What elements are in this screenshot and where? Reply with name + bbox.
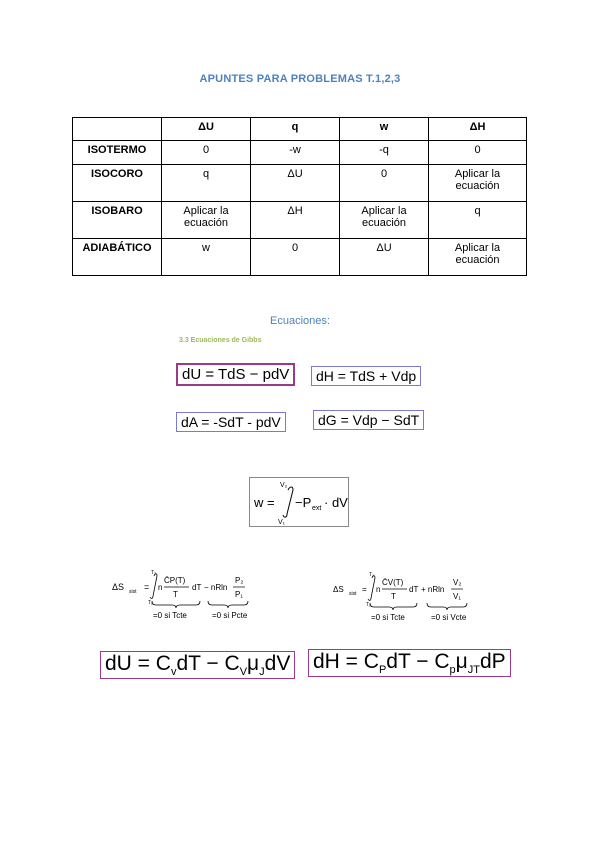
work-equation-graphic [250,478,348,526]
row-label: ISOTERMO [73,141,162,165]
entropy-lhs: ΔS [112,582,125,592]
entropy-note2: =0 si Vcte [431,613,467,622]
table-row [73,165,527,202]
du-sub-b: V [239,666,248,679]
underbrace [152,601,200,608]
table-cell: q [429,202,527,239]
entropy-frac2-num: V₂ [453,578,462,587]
entropy-upper: T₂ [151,570,156,576]
dh-part-c: μ [455,650,468,673]
row-label: ISOBARO [73,202,162,239]
dh-part-d: dP [480,650,506,673]
entropy-num: C̄V(T) [382,578,404,587]
header-cell-w: w [340,118,429,141]
entropy-lower: T₁ [148,600,153,606]
entropy-term2: − nRln [204,583,228,592]
gibbs-heading: 3.3 Ecuaciones de Gibbs [179,337,262,344]
table-cell: 0 [251,239,340,276]
work-equation [249,477,349,527]
entropy-note2: =0 si Pcte [212,611,248,620]
document-title: APUNTES PARA PROBLEMAS T.1,2,3 [199,73,401,85]
table-cell: 0 [162,141,251,165]
work-lhs: w = [254,495,275,510]
dh-part-a: dH = C [313,650,379,673]
gibbs-equation-dh: dH = TdS + Vdp [311,366,421,386]
work-upper-limit: V₂ [280,482,288,489]
underbrace [427,603,467,610]
dh-sub-b: p [449,664,456,677]
table-cell: ΔH [251,202,340,239]
underbrace [370,603,417,610]
entropy-lhs-sub: sist [349,591,357,597]
gibbs-equation-dg: dG = Vdp − SdT [313,410,424,430]
du-part-b: dT − C [176,652,240,675]
table-cell: -w [251,141,340,165]
entropy-dt: dT [409,585,419,594]
row-label: ADIABÁTICO [73,239,162,276]
table-cell: -q [340,141,429,165]
dh-sub-a: P [378,664,387,677]
table-cell: Aplicar la ecuación [340,202,429,239]
entropy-equation-volume [333,570,508,625]
table-cell: Aplicar la ecuación [162,202,251,239]
table-cell: 0 [340,165,429,202]
table-cell: Aplicar la ecuación [429,165,527,202]
entropy-den: T [173,590,178,599]
work-lower-limit: V₁ [278,519,286,526]
equations-heading: Ecuaciones: [270,315,330,327]
entropy-note1: =0 si Tcte [371,613,405,622]
header-cell-delta-h: ΔH [429,118,527,141]
du-sub-a: v [170,666,177,679]
table-cell: q [162,165,251,202]
work-sub: ext [312,505,322,512]
process-summary-table [72,117,527,276]
entropy-frac2-den: P₁ [235,590,244,599]
entropy-dt: dT [192,583,202,592]
table-cell: ΔU [340,239,429,276]
entropy-lower: T₁ [366,602,371,608]
du-part-a: dU = C [105,652,171,675]
underbrace [208,601,248,608]
du-part-d: dV [264,652,291,675]
entropy-n: n [158,583,163,592]
enthalpy-equation [308,649,511,677]
table-cell: ΔU [251,165,340,202]
internal-energy-equation [100,651,295,679]
row-label: ISOCORO [73,165,162,202]
integral-sign [150,574,157,599]
entropy-lhs-sub: sist [129,589,137,595]
table-cell: w [162,239,251,276]
gibbs-equation-da: dA = -SdT - pdV [176,412,286,432]
integral-sign [283,487,293,517]
table-row [73,239,527,276]
gibbs-equation-du: dU = TdS − pdV [176,363,295,386]
dh-part-b: dT − C [386,650,450,673]
entropy-note1: =0 si Tcte [153,611,187,620]
entropy-frac2-den: V₁ [453,592,462,601]
entropy-term2: + nRln [421,585,445,594]
header-cell-q: q [251,118,340,141]
entropy-equation-pressure [112,568,287,623]
equals-sign: = [144,582,150,592]
table-row [73,202,527,239]
work-integrand: −P [295,495,312,510]
entropy-num: C̄P(T) [164,576,186,585]
du-part-c: μ [247,652,260,675]
table-row [73,141,527,165]
integral-sign [368,576,375,601]
header-cell-empty [73,118,162,141]
table-cell: 0 [429,141,527,165]
entropy-den: T [391,592,396,601]
header-cell-delta-u: ΔU [162,118,251,141]
entropy-lhs: ΔS [333,585,344,594]
dh-sub-c: JT [467,664,480,677]
entropy-upper: T₂ [369,572,374,578]
table-cell: Aplicar la ecuación [429,239,527,276]
work-rest: · dV [324,495,348,510]
entropy-n: n [376,585,381,594]
du-sub-c: J [259,666,265,679]
entropy-frac2-num: P₂ [235,576,244,585]
equals-sign: = [362,585,367,594]
